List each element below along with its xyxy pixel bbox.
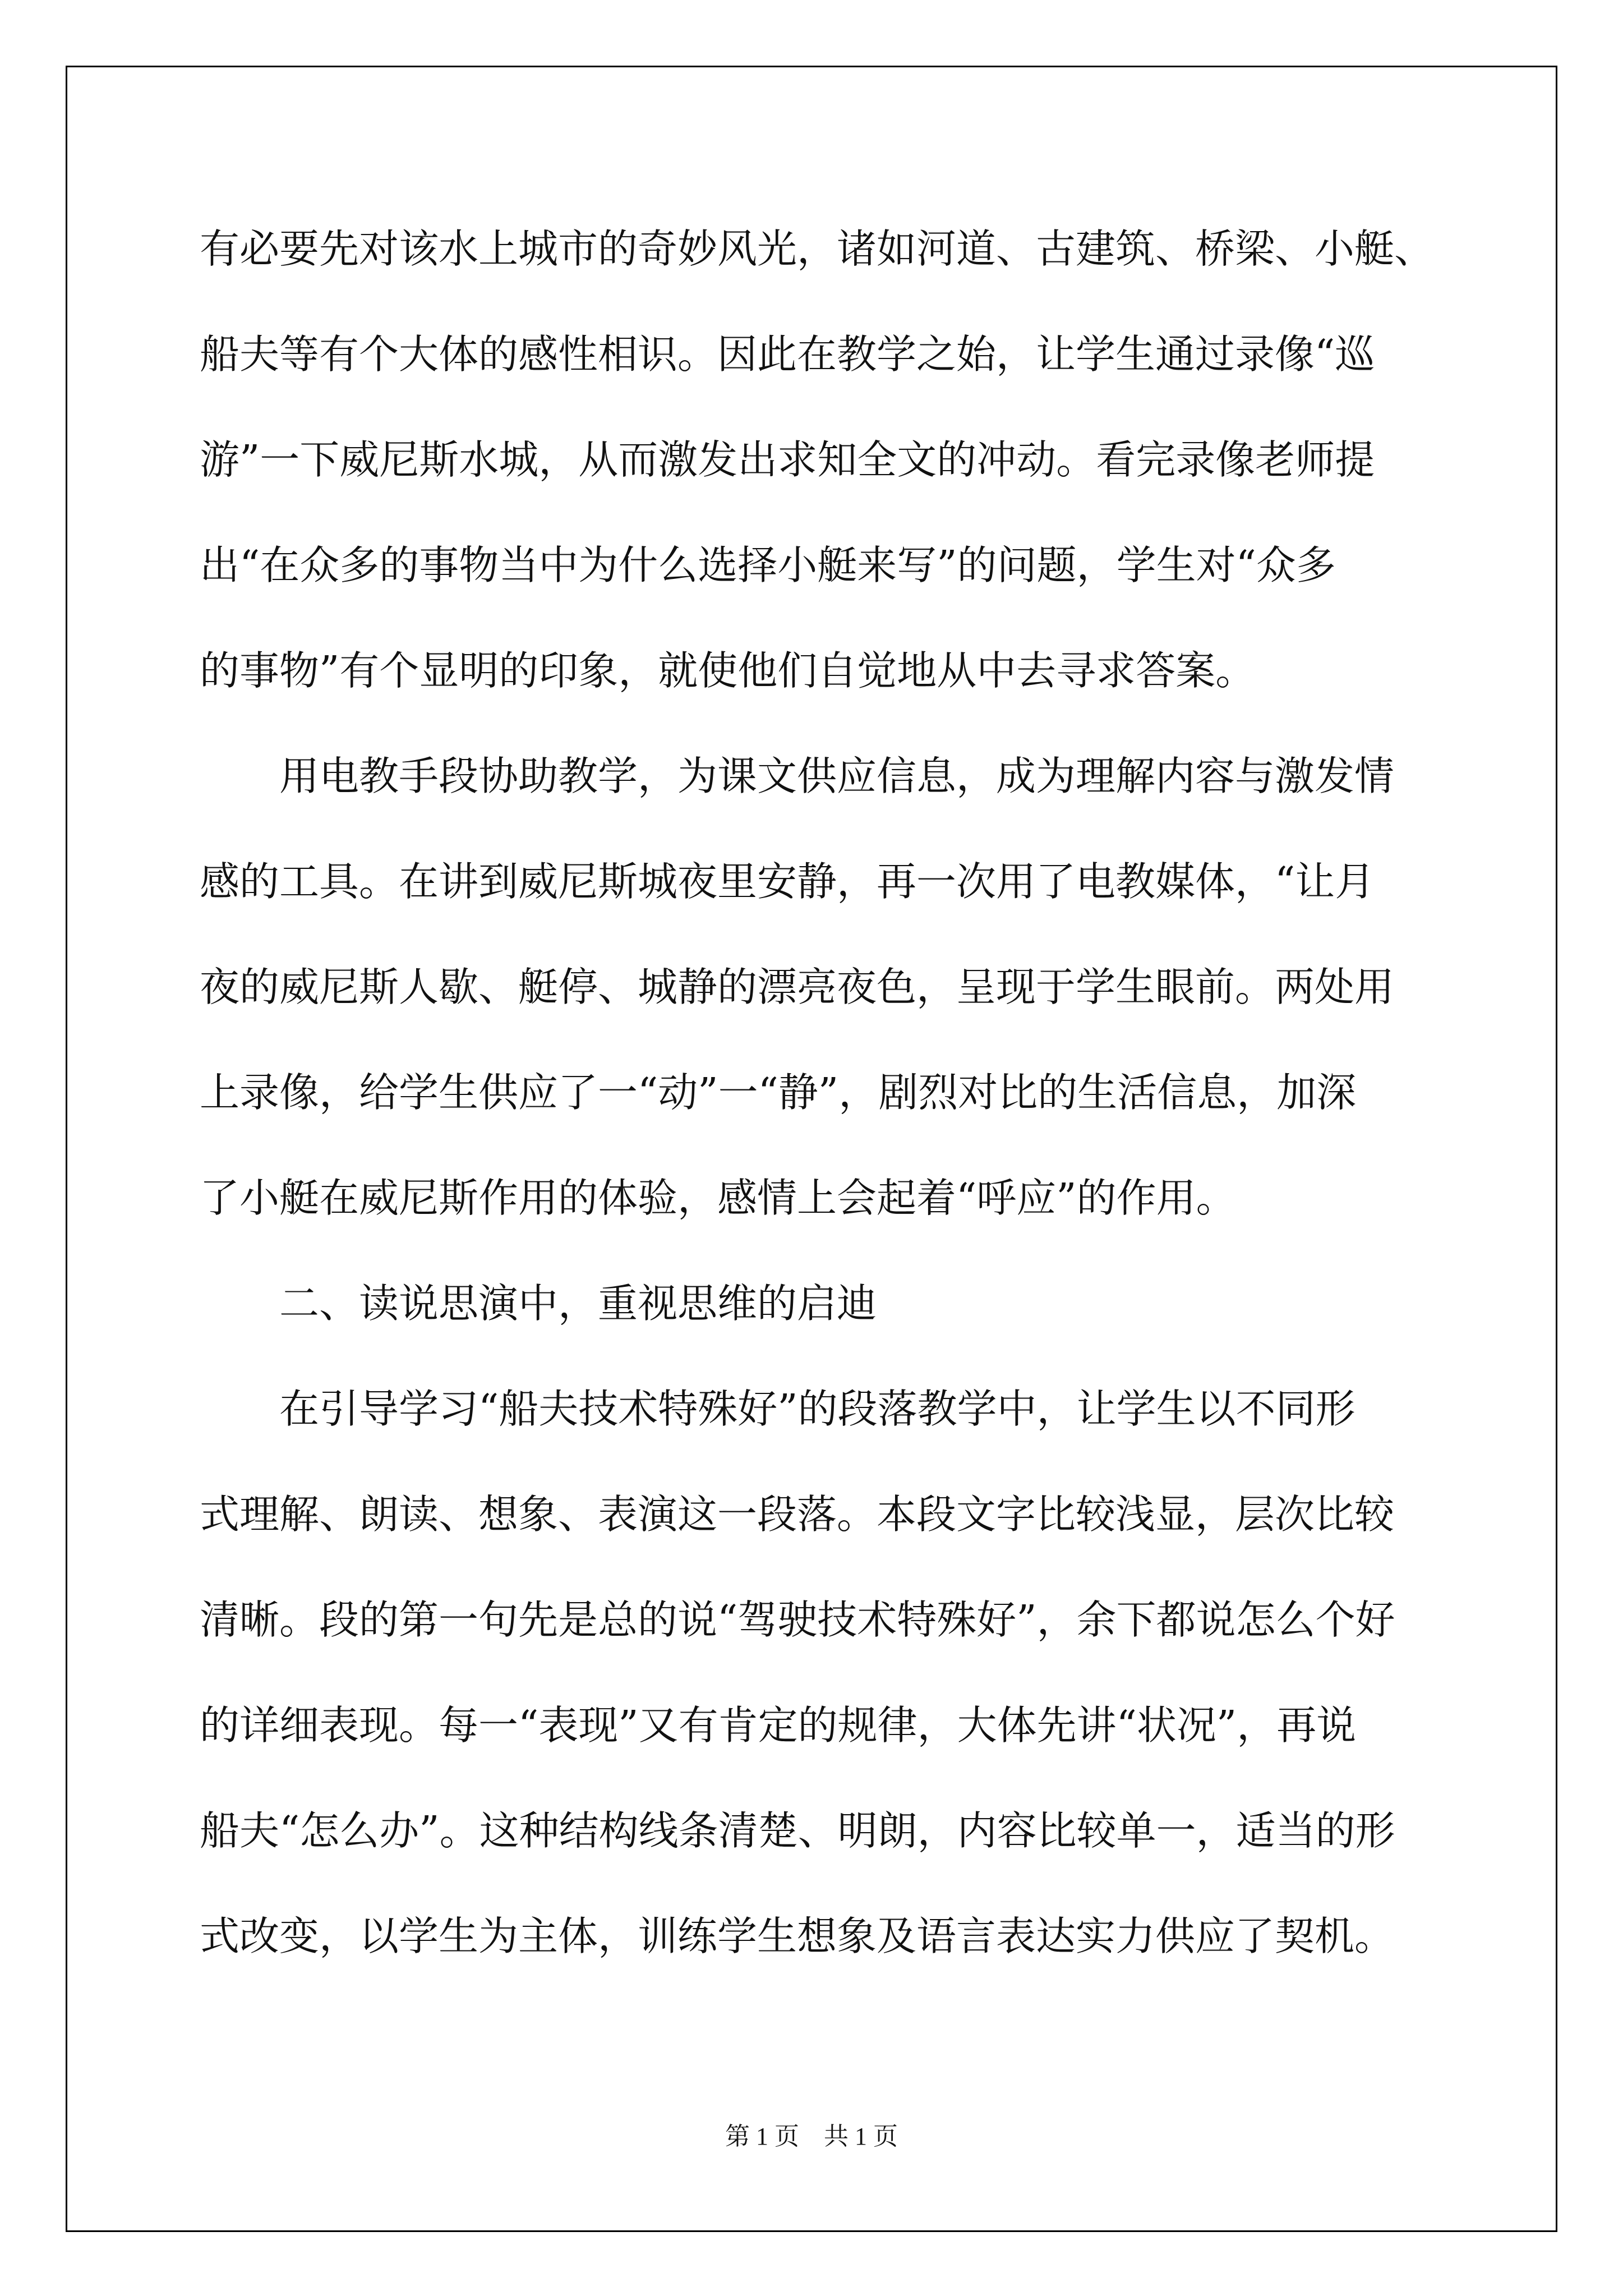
body-text-line: 清晰。段的第一句先是总的说“驾驶技术特殊好”，余下都说怎么个好 — [200, 1596, 1395, 1643]
body-text-line: 在引导学习“船夫技术特殊好”的段落教学中，让学生以不同形 — [279, 1386, 1355, 1432]
body-text-line: 式理解、朗读、想象、表演这一段落。本段文字比较浅显，层次比较 — [200, 1491, 1395, 1538]
body-text-line: 的详细表现。每一“表现”又有肯定的规律，大体先讲“状况”，再说 — [200, 1702, 1357, 1749]
page-number-footer: 第 1 页 共 1 页 — [725, 2123, 898, 2150]
body-text-line: 式改变，以学生为主体，训练学生想象及语言表达实力供应了契机。 — [200, 1913, 1395, 1959]
body-text-line: 夜的威尼斯人歇、艇停、城静的漂亮夜色，呈现于学生眼前。两处用 — [200, 964, 1395, 1010]
body-text-line: 游”一下威尼斯水城，从而激发出求知全文的冲动。看完录像老师提 — [200, 436, 1375, 483]
body-text-line: 了小艇在威尼斯作用的体验，感情上会起着“呼应”的作用。 — [200, 1175, 1236, 1221]
body-text-line: 有必要先对该水上城市的奇妙风光，诸如河道、古建筑、桥梁、小艇、 — [200, 226, 1435, 272]
body-text-line: 船夫等有个大体的感性相识。因此在教学之始，让学生通过录像“巡 — [200, 331, 1375, 378]
body-text-line: 的事物”有个显明的印象，就使他们自觉地从中去寻求答案。 — [200, 647, 1256, 694]
body-text-line: 出“在众多的事物当中为什么选择小艇来写”的问题，学生对“众多 — [200, 542, 1336, 588]
section-heading: 二、读说思演中，重视思维的启迪 — [279, 1280, 877, 1327]
body-text-line: 船夫“怎么办”。这种结构线条清楚、明朗，内容比较单一，适当的形 — [200, 1807, 1395, 1854]
body-text-line: 用电教手段协助教学，为课文供应信息，成为理解内容与激发情 — [279, 753, 1395, 799]
body-text-line: 上录像，给学生供应了一“动”一“静”，剧烈对比的生活信息，加深 — [200, 1069, 1357, 1116]
page-border — [66, 66, 1557, 2232]
body-text-line: 感的工具。在讲到威尼斯城夜里安静，再一次用了电教媒体，“让月 — [200, 858, 1375, 905]
